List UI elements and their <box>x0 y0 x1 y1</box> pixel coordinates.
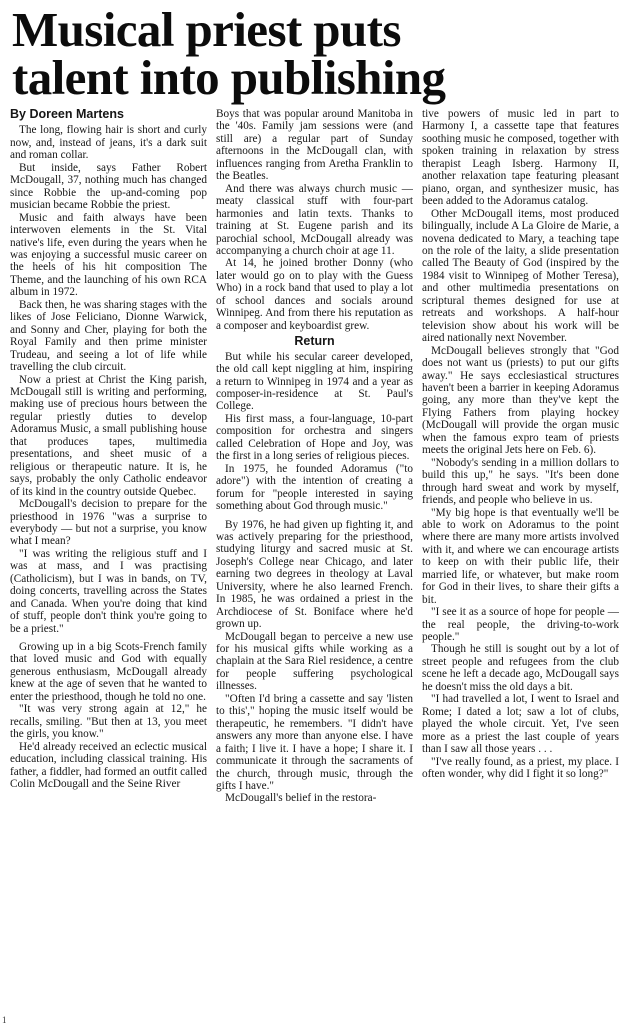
paragraph: Back then, he was sharing stages with the likes of Jose Feliciano, Dionne Warwick, and Sonny and Cher, playing for both the Royal Family and then prime minister Trudeau, and seeing a lot of life while travelling the club circuit. <box>10 298 207 374</box>
paragraph: "I see it as a source of hope for people — the real people, the driving-to-work people." <box>422 606 619 644</box>
paragraph: "My big hope is that eventually we'll be able to work on Adoramus to the point where there are many more artists involved with it, and where we can encourage artists to keep on with their public life, their married life, or whatever, but make room for God in their lives, to share their gifts a bit. <box>422 506 619 606</box>
article-body <box>10 108 622 1028</box>
column-3 <box>422 108 619 1028</box>
paragraph: McDougall believes strongly that "God does not want us (priests) to put our gifts away." He says ecclesiastical structures haven't been a barrier in keeping Adoramus going, any more than they've kept the Flying Fathers from playing hockey (McDougall will provide the organ music when the famous expro team of priests meets the original Jets here on Feb. 6). <box>422 344 619 457</box>
paragraph: But while his secular career developed, the old call kept niggling at him, inspiring a return to Winnipeg in 1974 and a year as composer-in-residence at St. Paul's College. <box>216 350 413 413</box>
paragraph: McDougall's decision to prepare for the priesthood in 1976 "was a surprise to everybody — but not a surprise, you know what I mean? <box>10 498 207 548</box>
paragraph: Other McDougall items, most produced bilingually, include A La Gloire de Marie, a novena dedicated to Mary, a teaching tape on the role of the laity, a slide presentation called The Beauty of God (inspired by the 1984 visit to Winnipeg of Mother Teresa), and other multimedia presentations on scriptural themes designed for use at retreats and workshops. A half-hour television show about his work will be aired nationally next November. <box>422 207 619 345</box>
paragraph: "I had travelled a lot, I went to Israel and Rome; I dated a lot; saw a lot of clubs, played the whole circuit. Yet, I've seen more as a priest the last couple of years than I saw all those years . . . <box>422 693 619 756</box>
paragraph: By 1976, he had given up fighting it, and was actively preparing for the priesthood, studying liturgy and sacred music at St. Joseph's College near Chicago, and later earning two degrees in theology at Laval University, where he also learned French. In 1985, he was ordained a priest in the Archdiocese of St. Boniface where he'd grown up. <box>216 518 413 631</box>
paragraph: "Nobody's sending in a million dollars to build this up," he says. "It's been done through hard sweat and work by myself, friends, and people who believe in us. <box>422 456 619 507</box>
paragraph: "I've really found, as a priest, my place. I often wonder, why did I fight it so long?" <box>422 755 619 781</box>
column-1 <box>10 108 207 1028</box>
subhead: Return <box>294 334 335 349</box>
paragraph: Music and faith always have been interwoven elements in the St. Vital native's life, even during the years when he was enjoying a successful music career on the heels of his hit composition The Theme, and the launching of his own RCA album in 1972. <box>10 211 207 299</box>
paragraph: McDougall's belief in the restora- <box>225 792 377 805</box>
paragraph: tive powers of music led in part to Harmony I, a cassette tape that features soothing music he composed, together with spoken training in relaxation by stress therapist Leagh Isberg. Harmony II, another relaxation tape featuring pleasant piano, organ, and synthesizer music, has been added to the Adoramus catalog. <box>422 108 619 208</box>
headline-line-1: Musical priest puts <box>12 2 401 57</box>
paragraph: And there was always church music — meaty classical stuff with four-part harmonies and latin texts. Thanks to training at St. Eugene parish and its parochial school, McDougall already was accompanying a church choir at age 11. <box>216 182 413 257</box>
paragraph: In 1975, he founded Adoramus ("to adore") with the intention of creating a forum for "people interested in saying something about God through music." <box>216 462 413 513</box>
paragraph: Though he still is sought out by a lot of street people and refugees from the club scene he left a decade ago, McDougall says he doesn't miss the old days a bit. <box>422 643 619 693</box>
headline-line-2: talent into publishing <box>12 50 446 105</box>
column-marker: 1 <box>2 1015 7 1025</box>
paragraph: "I was writing the religious stuff and I was at mass, and I was practising (Catholicism), but I was in bands, on TV, doing concerts, travelling across the States and Canada. When you're doing that kind of stuff, people don't think you're going to be a priest." <box>10 547 207 635</box>
paragraph: He'd already received an eclectic musical education, including classical training. His father, a fiddler, had formed an outfit called Colin McDougall and the Seine River <box>10 740 207 791</box>
paragraph: "Often I'd bring a cassette and say 'listen to this'," hoping the music itself would be therapeutic, he remembers. "I didn't have answers any more than anyone else. I have a faith; I live it. I have a hope; I share it. I communicate it through the sacraments of the church, through music, through the gifts I have." <box>216 692 413 793</box>
paragraph: Boys that was popular around Manitoba in the '40s. Family jam sessions were (and still are) a regular part of Sunday afternoons in the McDougall clan, with influences ranging from Aretha Franklin to the Beatles. <box>216 108 413 183</box>
paragraph: The long, flowing hair is short and curly now, and, instead of jeans, it's a dark suit and roman collar. <box>10 124 207 162</box>
column-2 <box>216 108 413 1028</box>
paragraph: "It was very strong again at 12," he recalls, smiling. "But then at 13, you meet the girls, you know." <box>10 703 207 741</box>
byline: By Doreen Martens <box>10 108 124 121</box>
paragraph: But inside, says Father Robert McDougall, 37, nothing much has changed since Robbie the up-and-coming pop musician became Robbie the priest. <box>10 161 207 212</box>
paragraph: At 14, he joined brother Donny (who later would go on to play with the Guess Who) in a rock band that used to play a lot of school dances and socials around Winnipeg. And from there his reputation as a composer and keyboardist grew. <box>216 257 413 332</box>
paragraph: His first mass, a four-language, 10-part composition for orchestra and singers called Celebration of Hope and Joy, was the first in a long series of religious pieces. <box>216 412 413 463</box>
headline <box>12 2 622 105</box>
paragraph: McDougall began to perceive a new use for his musical gifts while working as a chaplain at the Sara Riel residence, a centre for people suffering psychological illnesses. <box>216 630 413 693</box>
paragraph: Growing up in a big Scots-French family that loved music and God with equally generous enthusiasm, McDougall already knew at the age of seven that he wanted to enter the priesthood, though he told no one. <box>10 641 207 703</box>
paragraph: Now a priest at Christ the King parish, McDougall still is writing and performing, making use of precious hours between the regular priestly duties to develop Adoramus Music, a small publishing house that produces tapes, multimedia presentations, and sheet music of a religious or therapeutic nature. It is, he says, probably the only Catholic endeavor of its kind in the country outside Quebec. <box>10 373 207 498</box>
